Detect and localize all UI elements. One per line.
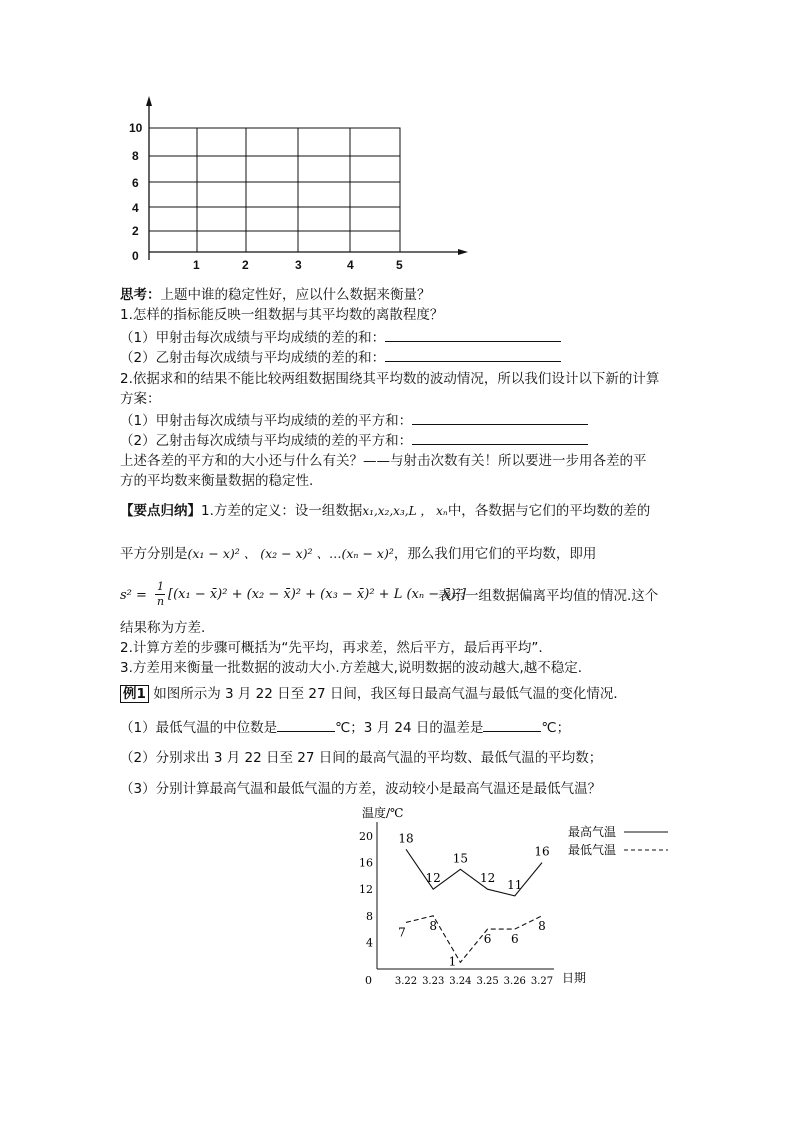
x-tick-label: 3.24 — [449, 976, 472, 987]
temperature-chart — [340, 800, 680, 995]
example-q3: （3）分别计算最高气温和最低气温的方差，波动较小是最高气温还是最低气温？ — [120, 781, 602, 797]
squared-differences: (x₁ − x)² 、 (x₂ − x)² 、…(xₙ − x)² — [187, 546, 394, 561]
data-label: 8 — [538, 918, 546, 933]
y-tick-label: 8 — [366, 909, 373, 923]
chart-xlabel: 日期 — [562, 971, 587, 985]
q2-title-line1: 2.依据求和的结果不能比较两组数据围绕其平均数的波动情况，所以我们设计以下新的计算 — [120, 371, 660, 387]
q1-b: （2）乙射击每次成绩与平均成绩的差的和： — [120, 348, 561, 367]
example-label: 例1 — [120, 685, 149, 703]
data-label: 15 — [452, 851, 469, 866]
data-label: 12 — [479, 871, 496, 886]
x-tick-label: 3.26 — [503, 976, 526, 987]
chart-ylabel: 温度/℃ — [362, 806, 404, 820]
example-q2: （2）分别求出 3 月 22 日至 27 日间的最高气温的平均数、最低气温的平均数； — [120, 750, 603, 766]
point2-line: 2.计算方差的步骤可概括为“先平均，再求差，然后平方，最后再平均”. — [120, 640, 543, 656]
data-variables: x₁,x₂,x₃,L ， xₙ — [362, 504, 448, 518]
grid-ytick: 6 — [132, 176, 139, 190]
grid-ytick: 2 — [132, 224, 139, 238]
q2-title-line2: 方案： — [120, 391, 161, 407]
data-label: 8 — [429, 918, 438, 933]
think-question: 上题中谁的稳定性好，应以什么数据来衡量？ — [160, 287, 431, 303]
q1-title: 1.怎样的指标能反映一组数据与其平均数的离散程度？ — [120, 307, 444, 323]
grid-ytick: 8 — [132, 149, 139, 163]
legend-label: 最高气温 — [568, 825, 617, 839]
answer-blank[interactable] — [277, 718, 335, 732]
definition-line: 【要点归纳】1.方差的定义：设一组数据x₁,x₂,x₃,L ， xₙ中，各数据与它们的平均数的差的 — [120, 503, 651, 519]
y-tick-label: 20 — [359, 830, 373, 843]
x-tick-label: 3.27 — [530, 976, 554, 987]
grid-y-arrow — [146, 96, 152, 106]
point3-line: 3.方差用来衡量一批数据的波动大小.方差越大,说明数据的波动越大,越不稳定. — [120, 660, 583, 676]
example-intro: 例1 如图所示为 3 月 22 日至 27 日间，我区每日最高气温与最低气温的变化情况． — [120, 685, 627, 703]
y-tick-label: 4 — [366, 936, 373, 950]
q2-b: （2）乙射击每次成绩与平均成绩的差的平方和： — [120, 431, 588, 450]
grid-xtick: 3 — [295, 258, 302, 272]
grid-ytick: 4 — [132, 201, 139, 215]
answer-blank[interactable] — [412, 411, 588, 425]
conclusion-line: 结果称为方差. — [120, 620, 206, 636]
summary-line2: 方的平均数来衡量数据的稳定性. — [120, 473, 314, 489]
answer-blank[interactable] — [412, 431, 588, 445]
data-label: 18 — [398, 831, 414, 846]
grid-ytick: 0 — [132, 249, 139, 263]
answer-blank[interactable] — [385, 328, 561, 342]
chart-origin: 0 — [365, 974, 372, 987]
x-tick-label: 3.23 — [422, 976, 445, 987]
blank-grid-chart — [110, 90, 470, 275]
grid-x-arrow — [458, 249, 468, 255]
answer-blank[interactable] — [483, 718, 541, 732]
y-tick-label: 16 — [359, 856, 373, 870]
squares-line: 平方分别是(x₁ − x)² 、 (x₂ − x)² 、…(xₙ − x)²，那么我们用它们的平均数，即用 — [120, 546, 597, 562]
formula-fraction-num: 1 — [157, 580, 164, 593]
grid-ytick: 10 — [129, 121, 143, 135]
grid-xtick: 5 — [396, 258, 403, 272]
q2-a: （1）甲射击每次成绩与平均成绩的差的平方和： — [120, 411, 588, 430]
think-label: 思考： — [120, 287, 161, 303]
formula-body: [(x₁ − x̄)² + (x₂ − x̄)² + (x₃ − x̄)² + L (xₙ − x̄)²] — [168, 587, 466, 602]
data-label: 6 — [510, 932, 519, 947]
series-line-min — [406, 916, 542, 963]
x-tick-label: 3.25 — [476, 976, 499, 987]
data-label: 6 — [483, 932, 492, 947]
grid-lines — [149, 128, 400, 252]
answer-blank[interactable] — [385, 348, 561, 362]
data-label: 11 — [507, 877, 523, 892]
x-tick-label: 3.22 — [394, 976, 418, 987]
y-tick-label: 12 — [359, 883, 373, 897]
formula-tail: 表示一组数据偏离平均值的情况.这个 — [438, 588, 659, 604]
key-points-label: 【要点归纳】 — [120, 503, 201, 519]
example-q1: （1）最低气温的中位数是 ℃；3 月 24 日的温差是 ℃； — [120, 720, 571, 736]
data-label: 1 — [448, 954, 457, 969]
grid-xtick: 2 — [242, 258, 249, 272]
think-line — [120, 286, 431, 304]
summary-line1: 上述各差的平方和的大小还与什么有关？——与射击次数有关！所以要进一步用各差的平 — [120, 453, 647, 469]
data-label: 7 — [398, 925, 406, 940]
data-label: 12 — [425, 871, 441, 886]
formula-lhs: s² = — [120, 588, 147, 603]
q1-a: （1）甲射击每次成绩与平均成绩的差的和： — [120, 328, 561, 347]
chart-legend — [568, 824, 668, 857]
formula-fraction-den: n — [157, 595, 165, 608]
grid-xtick: 4 — [347, 258, 354, 272]
grid-xtick: 1 — [193, 258, 200, 272]
data-label: 16 — [534, 844, 550, 859]
legend-label: 最低气温 — [568, 843, 617, 857]
